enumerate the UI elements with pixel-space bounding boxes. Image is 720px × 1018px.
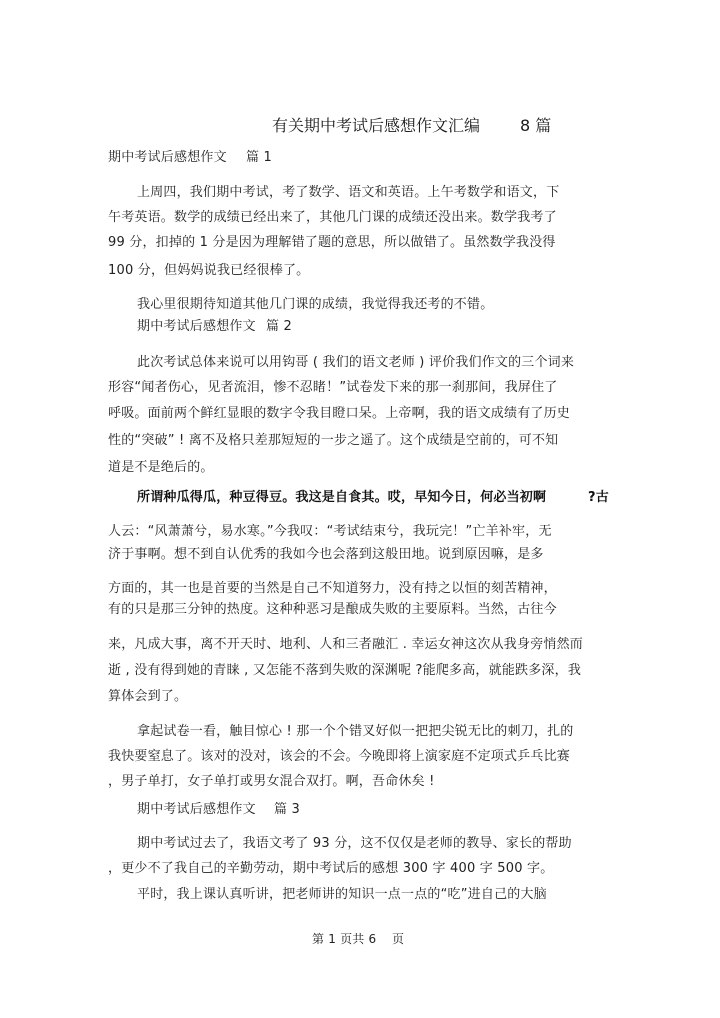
section-3-line-1: 期中考试过去了，我语文考了 93 分，这不仅仅是老师的教导、家长的帮助 <box>137 836 572 851</box>
section-2-line-3: 呼吸。面前两个鲜红显眼的数字令我目瞪口呆。上帝啊，我的语文成绩有了历史 <box>108 406 571 421</box>
section-2-line-9: 方面的，其一也是首要的当然是自己不知道努力，没有持之以恒的刻苦精神， <box>108 581 557 596</box>
section-2-line-10: 有的只是那三分钟的热度。这种种恶习是酿成失败的主要原料。当然，古往今 <box>108 602 557 617</box>
section-3-line-3: 平时，我上课认真听讲，把老师讲的知识一点一点的“吃”进自己的大脑 <box>137 887 547 902</box>
section-2-line-8: 济于事啊。想不到自认优秀的我如今也会落到这般田地。说到原因嘛，是多 <box>108 547 544 562</box>
section-2-line-6-tail: ?古 <box>588 490 609 505</box>
document-title: 有关期中考试后感想作文汇编 <box>272 116 481 135</box>
document-title-count: 8 篇 <box>520 116 552 135</box>
section-2-number: 篇 2 <box>266 319 293 334</box>
section-2-line-2: 形容“闻者伤心，见者流泪，惨不忍睹！”试卷发下来的那一刹那间，我屏住了 <box>108 380 558 395</box>
section-3-number: 篇 3 <box>274 802 301 817</box>
section-1-line-1: 上周四，我们期中考试，考了数学、语文和英语。上午考数学和语文，下 <box>137 185 560 200</box>
section-1-line-2: 午考英语。数学的成绩已经出来了，其他几门课的成绩还没出来。数学我考了 <box>108 210 557 225</box>
section-2-line-5: 道是不是绝后的。 <box>108 460 214 475</box>
page-footer: 第 1 页共 6 <box>312 932 377 946</box>
section-2-line-11: 来，凡成大事，离不开天时、地利、人和三者融汇 . 幸运女神这次从我身旁悄然而 <box>108 637 583 652</box>
section-2-line-13: 算体会到了。 <box>108 689 188 704</box>
section-1-line-5: 我心里很期待知道其他几门课的成绩，我觉得我还考的不错。 <box>137 297 494 312</box>
section-1-line-3: 99 分，扣掉的 1 分是因为理解错了题的意思，所以做错了。虽然数学我没得 <box>108 235 556 250</box>
section-2-line-12: 逝 , 没有得到她的青睐 , 又怎能不落到失败的深渊呢 ?能爬多高，就能跌多深，我 <box>108 663 582 678</box>
section-2-line-7: 人云：“风萧萧兮，易水寒。”今我叹：“考试结束兮，我玩完！”亡羊补牢，无 <box>108 524 552 539</box>
section-2-line-16: ，男子单打，女子单打或男女混合双打。啊，吾命休矣 ! <box>108 774 435 789</box>
section-1-line-4: 100 分，但妈妈说我已经很棒了。 <box>108 263 310 278</box>
section-1-heading: 期中考试后感想作文 <box>108 150 227 165</box>
page-footer-suffix: 页 <box>392 932 405 946</box>
section-1-number: 篇 1 <box>246 150 273 165</box>
section-2-line-6: 所谓种瓜得瓜，种豆得豆。我这是自食其。哎，早知今日，何必当初啊 <box>137 490 547 505</box>
section-3-heading: 期中考试后感想作文 <box>137 802 256 817</box>
section-2-heading: 期中考试后感想作文 <box>137 319 256 334</box>
section-2-line-15: 我快要窒息了。该对的没对，该会的不会。今晚即将上演家庭不定项式乒乓比赛 <box>108 749 571 764</box>
section-3-line-2: ，更少不了我自己的辛勤劳动，期中考试后的感想 300 字 400 字 500 字。 <box>108 861 554 876</box>
section-2-line-4: 性的“突破” ! 离不及格只差那短短的一步之遥了。这个成绩是空前的，可不知 <box>108 433 559 448</box>
section-2-line-1: 此次考试总体来说可以用钩哥 ( 我们的语文老师 ) 评价我们作文的三个词来 <box>137 355 575 370</box>
section-2-line-14: 拿起试卷一看，触目惊心 ! 那一个个错叉好似一把把尖锐无比的刺刀，扎的 <box>137 724 574 739</box>
